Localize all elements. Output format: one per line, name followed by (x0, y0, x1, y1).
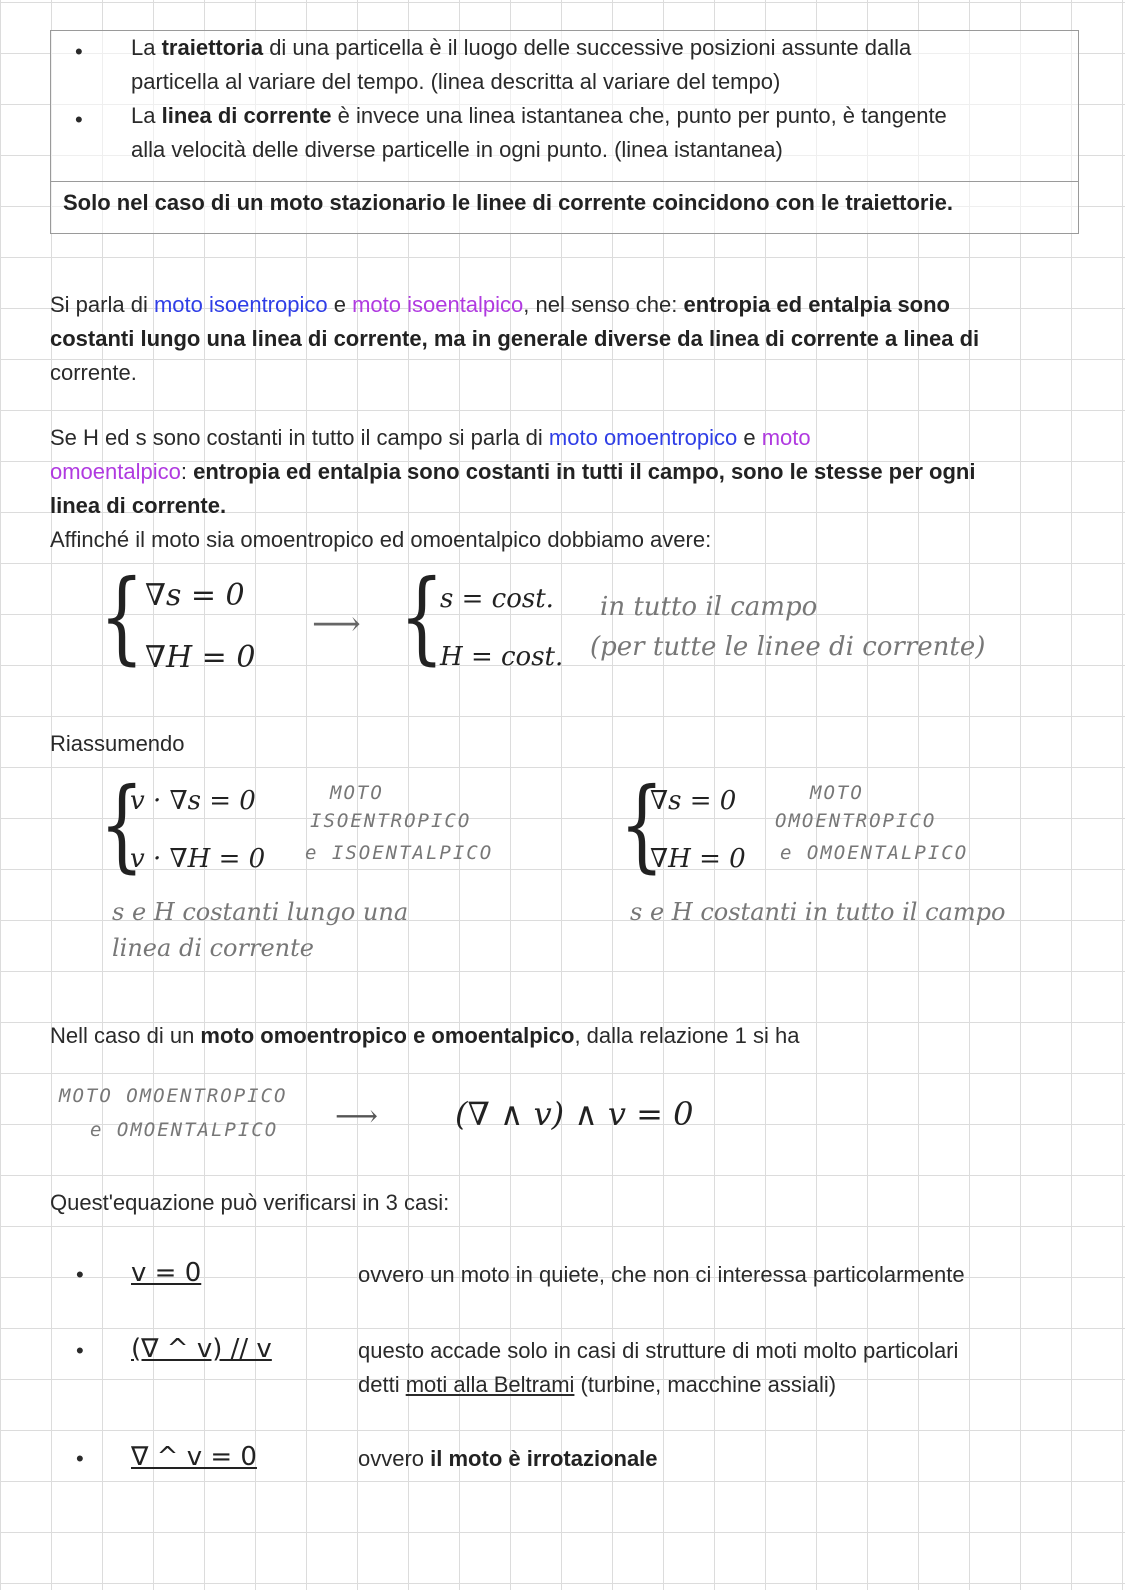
left-brace: { (619, 766, 665, 883)
left-brace: { (99, 766, 145, 883)
case-desc-beltrami: questo accade solo in casi di strutture di moti molto particolari detti moti alla Beltrami (turbine, macchine assiali) (358, 1338, 959, 1397)
handwritten-equations-1 (90, 558, 1090, 700)
cases-list (0, 1258, 1125, 1498)
equation-grad-s: ∇s = 0 (650, 786, 737, 816)
note-linee-corrente: (per tutte le linee di corrente) (590, 632, 986, 662)
bullet: • (76, 1262, 84, 1287)
bullet: • (76, 1338, 84, 1363)
case-formula-v-zero: v = 0 (131, 1258, 202, 1288)
left-brace: { (99, 558, 145, 675)
box-divider (51, 181, 1078, 182)
note-tutto-campo: in tutto il campo (600, 592, 818, 622)
riassumendo-heading: Riassumendo (50, 731, 185, 756)
equation-grad-h: ∇H = 0 (650, 844, 746, 874)
label-omoentalpico: e OMOENTALPICO (780, 842, 969, 864)
summary-isoentropico (90, 766, 570, 980)
result-h-cost: H = cost. (440, 642, 564, 672)
label-moto-omoentropico: MOTO OMOENTROPICO (59, 1085, 288, 1107)
case-formula-curl-zero: ∇ ^ v = 0 (131, 1442, 257, 1472)
link-moti-beltrami[interactable]: moti alla Beltrami (405, 1372, 575, 1397)
definition-traiettoria: La traiettoria di una particella è il luogo delle successive posizioni assunte dalla particella al variare del tempo. (linea descritta al variare del tempo) (131, 35, 912, 94)
right-brace: { (399, 558, 445, 675)
arrow-icon: ⟶ (312, 604, 361, 644)
label-isoentropico: ISOENTROPICO (310, 810, 472, 832)
case-desc-quiete: ovvero un moto in quiete, che non ci interessa particolarmente (358, 1262, 965, 1287)
note-tutto-campo: s e H costanti in tutto il campo (630, 898, 1006, 926)
definition-linea-corrente: La linea di corrente è invece una linea istantanea che, punto per punto, è tangente alla velocità delle diverse particelle in ogni punto. (linea istantanea) (131, 103, 947, 162)
handwritten-equation-3 (55, 1085, 755, 1155)
box-summary: Solo nel caso di un moto stazionario le linee di corrente coincidono con le traiettorie. (63, 190, 953, 215)
definition-box (50, 30, 1079, 234)
bullet: • (76, 1446, 84, 1471)
arrow-icon: ⟶ (335, 1099, 379, 1134)
case-desc-irrotazionale: ovvero il moto è irrotazionale (358, 1446, 658, 1471)
equation-v-grad-h: v · ∇H = 0 (130, 844, 266, 874)
equation-v-grad-s: v · ∇s = 0 (130, 786, 256, 816)
summary-omoentropico (610, 766, 1080, 980)
label-isoentalpico: e ISOENTALPICO (305, 842, 494, 864)
paragraph-tre-casi: Quest'equazione può verificarsi in 3 casi: (50, 1190, 450, 1215)
case-formula-parallel: (∇ ^ v) // v (131, 1334, 272, 1364)
bullet: • (75, 107, 83, 132)
note-linea-corrente: linea di corrente (112, 934, 314, 962)
paragraph-relazione: Nell caso di un moto omoentropico e omoentalpico, dalla relazione 1 si ha (50, 1023, 800, 1048)
note-lungo-linea: s e H costanti lungo una (112, 898, 409, 926)
label-moto: MOTO (810, 782, 864, 804)
label-omoentalpico: e OMOENTALPICO (90, 1119, 279, 1141)
equation-curl-v-cross-v: (∇ ∧ v) ∧ v = 0 (455, 1095, 694, 1133)
equation-grad-s: ∇s = 0 (145, 578, 245, 613)
paragraph-isoentropico: Si parla di moto isoentropico e moto isoentalpico, nel senso che: entropia ed entalpia sono costanti lungo una linea di corrente, ma in generale diverse da linea di corrente a linea di corrente. (50, 292, 980, 385)
label-omoentropico: OMOENTROPICO (775, 810, 937, 832)
result-s-cost: s = cost. (440, 584, 554, 614)
label-moto: MOTO (330, 782, 384, 804)
bullet: • (75, 39, 83, 64)
paragraph-omoentropico: Se H ed s sono costanti in tutto il campo si parla di moto omoentropico e moto omoentalpico: entropia ed entalpia sono costanti in tutti il campo, sono le stesse per ogni linea di corrente. Affinché il moto sia omoentropico ed omoentalpico dobbiamo avere: (50, 425, 976, 552)
equation-grad-h: ∇H = 0 (145, 640, 256, 675)
